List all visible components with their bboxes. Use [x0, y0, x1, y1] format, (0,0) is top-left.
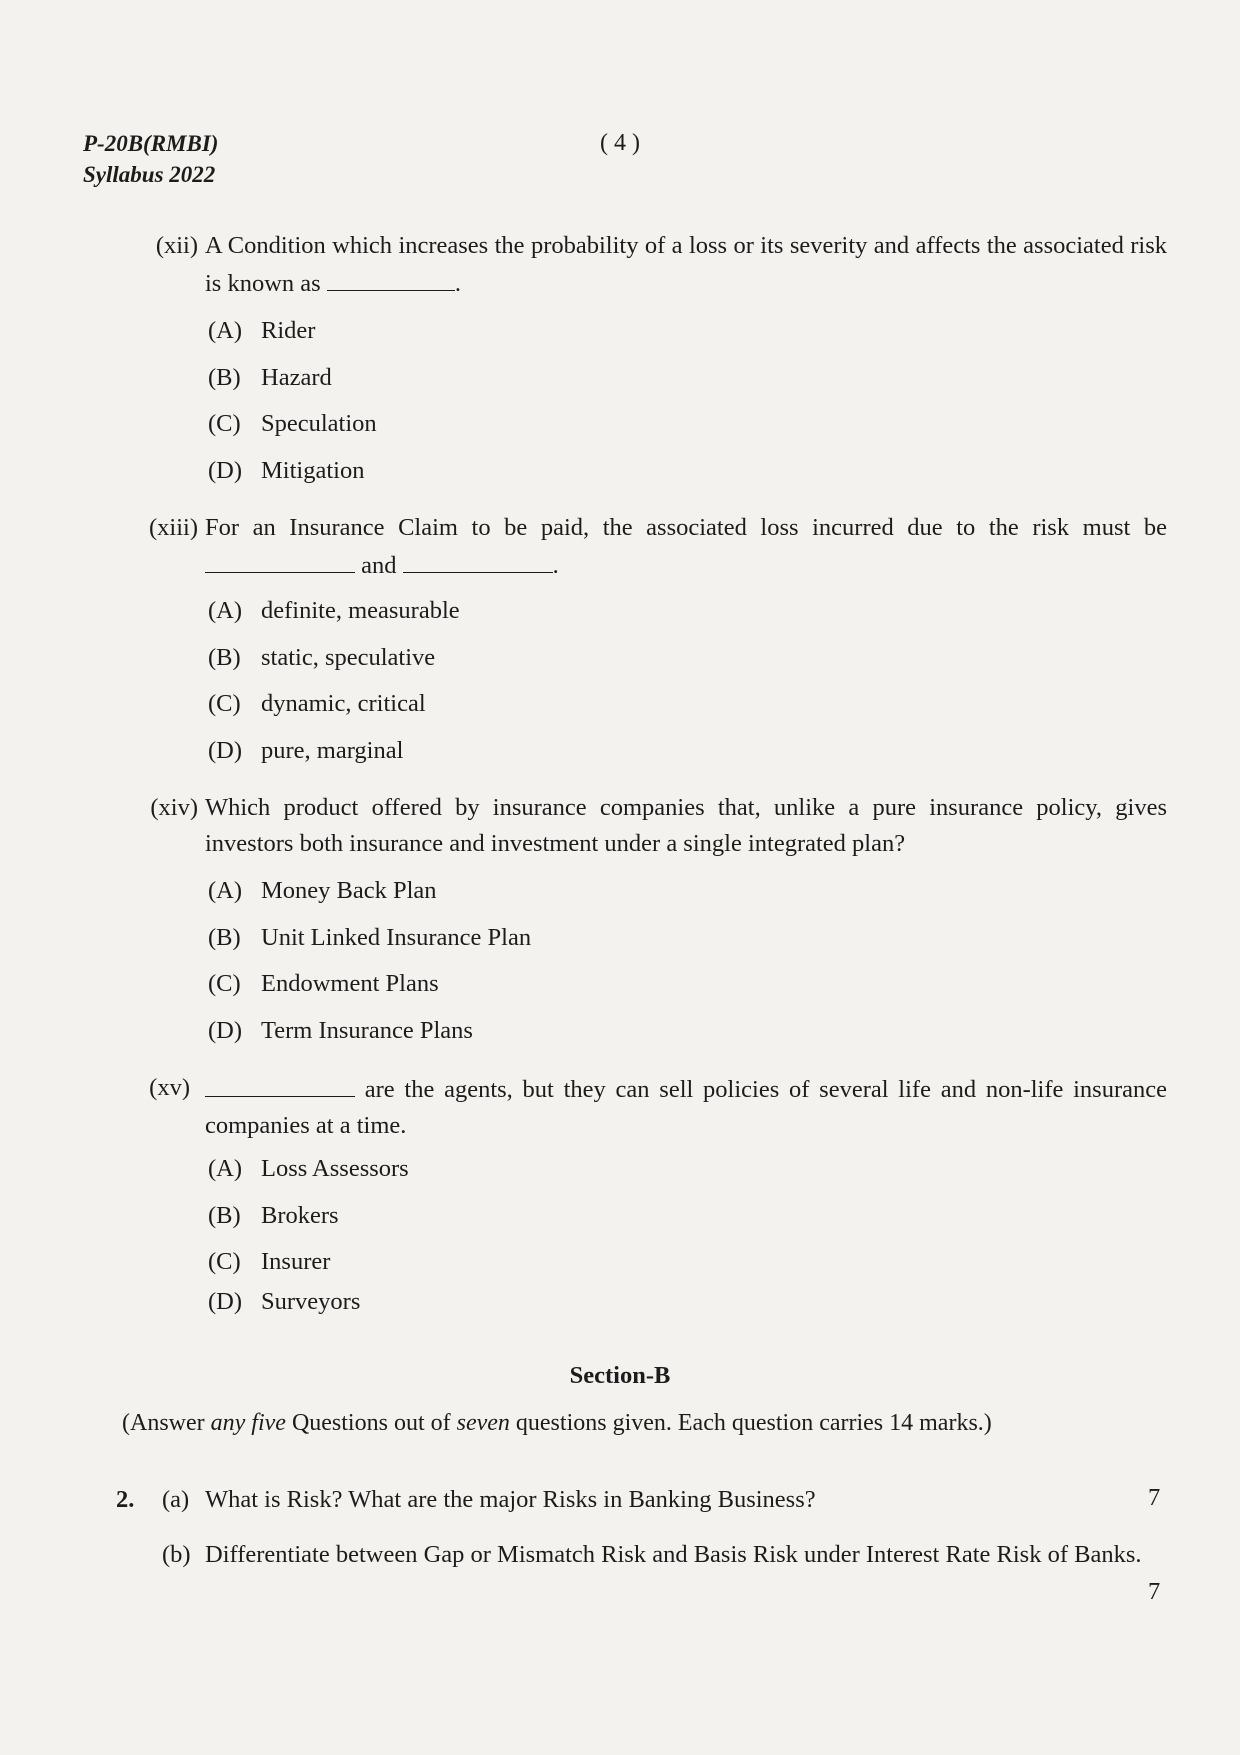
option	[208, 923, 531, 970]
options-xii	[208, 316, 377, 502]
option-label: (D)	[208, 456, 243, 484]
question-2-number: 2.	[116, 1486, 135, 1513]
section-title: Section-B	[569, 1362, 671, 1389]
option-label: (C)	[208, 970, 241, 997]
option-label: (C)	[208, 1248, 241, 1275]
option	[208, 1287, 409, 1334]
option-text: pure, marginal	[261, 736, 404, 764]
option-text: Surveyors	[261, 1288, 361, 1315]
question-text-middle: and	[361, 552, 397, 579]
page-number: ( 4 )	[600, 130, 640, 156]
question-text-after: are the agents, but they can sell policies of several life and non-life insurance companies at a time.	[205, 1076, 1167, 1139]
instruction-part: (Answer	[122, 1410, 211, 1436]
option-label: (C)	[208, 690, 241, 717]
option-label: (D)	[208, 736, 243, 764]
option-text: Endowment Plans	[261, 970, 439, 997]
option-text: Rider	[261, 317, 316, 344]
option-label: (B)	[208, 923, 241, 951]
question-text-before: For an Insurance Claim to be paid, the associated loss incurred due to the risk must be	[205, 514, 1167, 541]
marks-2a: 7	[1148, 1484, 1161, 1511]
option	[208, 363, 377, 410]
option	[208, 1154, 409, 1201]
option	[208, 1016, 531, 1063]
question-text: Which product offered by insurance companies that, unlike a pure insurance policy, gives investors both insurance and investment under a single integrated plan?	[205, 794, 1167, 857]
question-text-before: A Condition which increases the probability of a loss or its severity and affects the associated risk is known as	[205, 232, 1167, 297]
options-xiii	[208, 596, 460, 782]
instruction-emphasis: any five	[210, 1410, 286, 1436]
option-label: (D)	[208, 1016, 243, 1044]
option	[208, 969, 531, 1016]
question-text	[205, 510, 1167, 584]
section-instruction	[122, 1410, 992, 1437]
option	[208, 456, 377, 503]
option-text: Money Back Plan	[261, 877, 437, 904]
option-label: (C)	[208, 410, 241, 437]
question-number: (xiv)	[150, 794, 198, 821]
options-xv	[208, 1154, 409, 1334]
option-label: (D)	[208, 1288, 243, 1315]
question-2a-text: What is Risk? What are the major Risks in Banking Business?	[205, 1486, 816, 1513]
instruction-part: questions given. Each question carries 14 marks.)	[509, 1410, 992, 1436]
option	[208, 316, 377, 363]
question-text	[205, 228, 1167, 302]
option	[208, 876, 531, 923]
options-xiv	[208, 876, 531, 1062]
option-text: Insurer	[261, 1248, 331, 1275]
option	[208, 596, 460, 643]
question-2a-label: (a)	[162, 1486, 190, 1513]
option-text: static, speculative	[261, 643, 436, 671]
instruction-part: Questions out of	[285, 1410, 457, 1436]
option-text: definite, measurable	[261, 597, 460, 624]
paper-header	[83, 128, 218, 190]
option-text: Hazard	[261, 363, 332, 391]
option-text: Loss Assessors	[261, 1155, 409, 1182]
question-number: (xiii)	[149, 514, 198, 541]
question-text-after: .	[454, 270, 461, 297]
option	[208, 409, 377, 456]
option-label: (A)	[208, 597, 243, 624]
option-text: Mitigation	[261, 456, 365, 484]
syllabus-label: Syllabus 2022	[83, 162, 216, 187]
option-text: Term Insurance Plans	[261, 1016, 473, 1044]
option-text: Brokers	[261, 1201, 339, 1229]
answer-blank	[327, 264, 455, 291]
option	[208, 1201, 409, 1248]
answer-blank	[205, 546, 355, 573]
question-2b-text: Differentiate between Gap or Mismatch Risk and Basis Risk under Interest Rate Risk of Banks.	[205, 1541, 1142, 1568]
option-label: (A)	[208, 877, 243, 904]
option	[208, 736, 460, 783]
question-text	[205, 1070, 1167, 1144]
question-text-after: .	[552, 552, 559, 579]
option-label: (B)	[208, 1201, 241, 1229]
option-text: Speculation	[261, 410, 377, 437]
option	[208, 1247, 409, 1287]
question-number: (xii)	[155, 232, 198, 259]
paper-code: P-20B(RMBI)	[83, 131, 219, 156]
option-label: (A)	[208, 1155, 243, 1182]
question-number: (xv)	[149, 1074, 190, 1101]
option-text: Unit Linked Insurance Plan	[261, 923, 532, 951]
option	[208, 643, 460, 690]
option-label: (B)	[208, 643, 241, 671]
option-label: (A)	[208, 317, 243, 344]
instruction-emphasis: seven	[456, 1410, 510, 1436]
option	[208, 689, 460, 736]
question-2b-label: (b)	[162, 1541, 191, 1568]
option-text: dynamic, critical	[261, 690, 426, 717]
option-label: (B)	[208, 363, 241, 391]
answer-blank	[205, 1070, 355, 1097]
marks-2b: 7	[1148, 1578, 1161, 1605]
answer-blank	[403, 546, 553, 573]
